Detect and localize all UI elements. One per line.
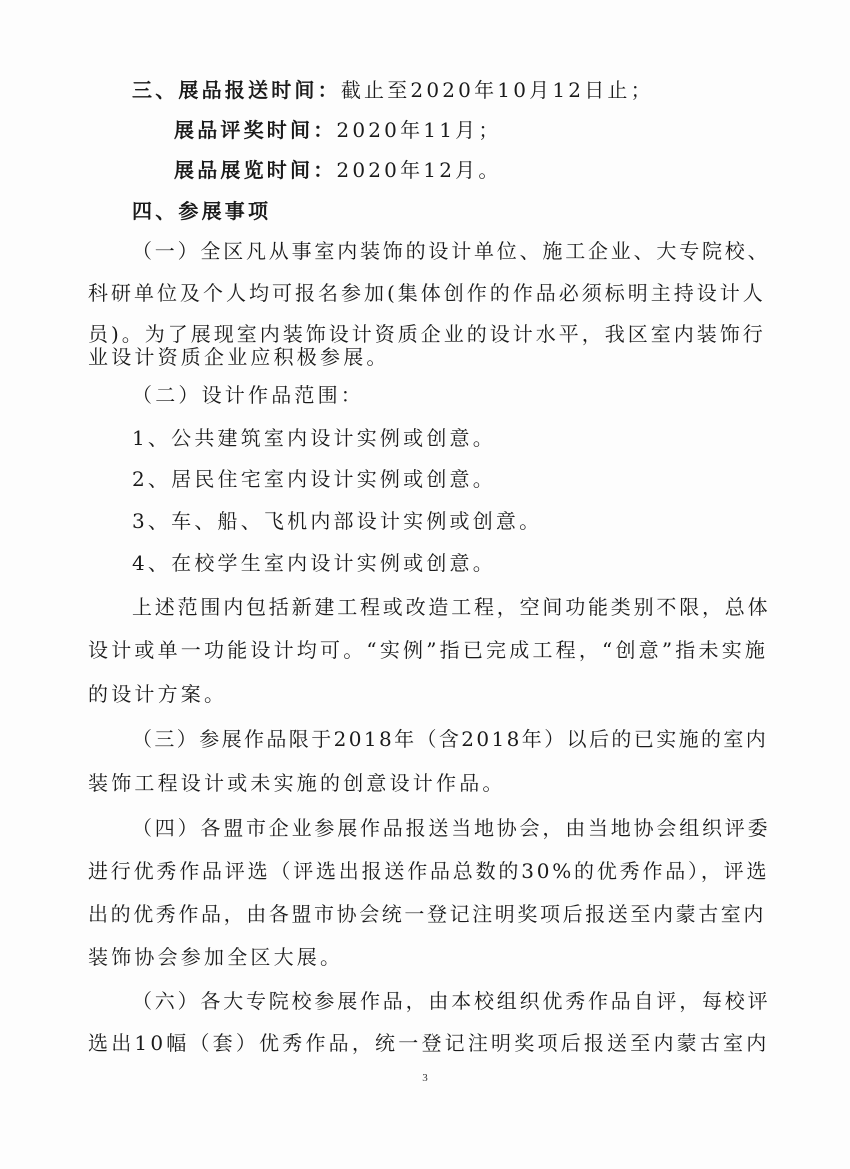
- p4-line-4: 装饰协会参加全区大展。: [88, 945, 344, 969]
- exhibit-time-value: 2020年12月。: [336, 158, 502, 182]
- p1-line-2: 科研单位及个人均可报名参加(集体创作的作品必须标明主持设计人: [88, 281, 766, 305]
- award-time-value: 2020年11月；: [336, 118, 502, 142]
- section3-heading-prefix: 三、: [132, 78, 179, 102]
- award-time-line: [174, 118, 502, 142]
- page-number: 3: [422, 1072, 428, 1084]
- scope-item-2: 2、居民住宅室内设计实例或创意。: [132, 467, 496, 491]
- p4-line-2: 进行优秀作品评选（评选出报送作品总数的30%的优秀作品），评选: [88, 859, 770, 883]
- p6-line-2: 选出10幅（套）优秀作品，统一登记注明奖项后报送至内蒙古室内: [88, 1031, 770, 1055]
- scope-note-line-1: 上述范围内包括新建工程或改造工程，空间功能类别不限，总体: [132, 595, 771, 619]
- p1-line-1: （一）全区凡从事室内装饰的设计单位、施工企业、大专院校、: [132, 239, 771, 263]
- p1-line-3: 员)。为了展现室内装饰设计资质企业的设计水平，我区室内装饰行: [88, 322, 766, 346]
- submit-time-line: [132, 78, 654, 102]
- scope-item-4: 4、在校学生室内设计实例或创意。: [132, 551, 496, 575]
- exhibit-time-line: [174, 158, 502, 182]
- award-time-label: 展品评奖时间：: [174, 118, 337, 142]
- scope-note-line-3: 的设计方案。: [88, 682, 228, 706]
- p3-line-2: 装饰工程设计或未实施的创意设计作品。: [88, 771, 506, 795]
- submit-time-value: 截止至2020年10月12日止；: [340, 78, 654, 102]
- scope-item-3: 3、车、船、飞机内部设计实例或创意。: [132, 509, 543, 533]
- p3-line-1: （三）参展作品限于2018年（含2018年）以后的已实施的室内: [132, 727, 769, 751]
- scope-note-line-2: 设计或单一功能设计均可。“实例”指已完成工程，“创意”指未实施: [88, 638, 769, 662]
- p4-line-3: 出的优秀作品，由各盟市协会统一登记注明奖项后报送至内蒙古室内: [88, 902, 766, 926]
- scope-item-1: 1、公共建筑室内设计实例或创意。: [132, 426, 496, 450]
- p2-heading: （二）设计作品范围：: [132, 383, 364, 407]
- p4-line-1: （四）各盟市企业参展作品报送当地协会，由当地协会组织评委: [132, 816, 771, 840]
- p6-line-1: （六）各大专院校参展作品，由本校组织优秀作品自评，每校评: [132, 989, 771, 1013]
- exhibit-time-label: 展品展览时间：: [174, 158, 337, 182]
- p1-line-4: 业设计资质企业应积极参展。: [88, 345, 390, 369]
- submit-time-label: 展品报送时间：: [178, 78, 341, 102]
- section4-heading: 四、参展事项: [132, 199, 272, 223]
